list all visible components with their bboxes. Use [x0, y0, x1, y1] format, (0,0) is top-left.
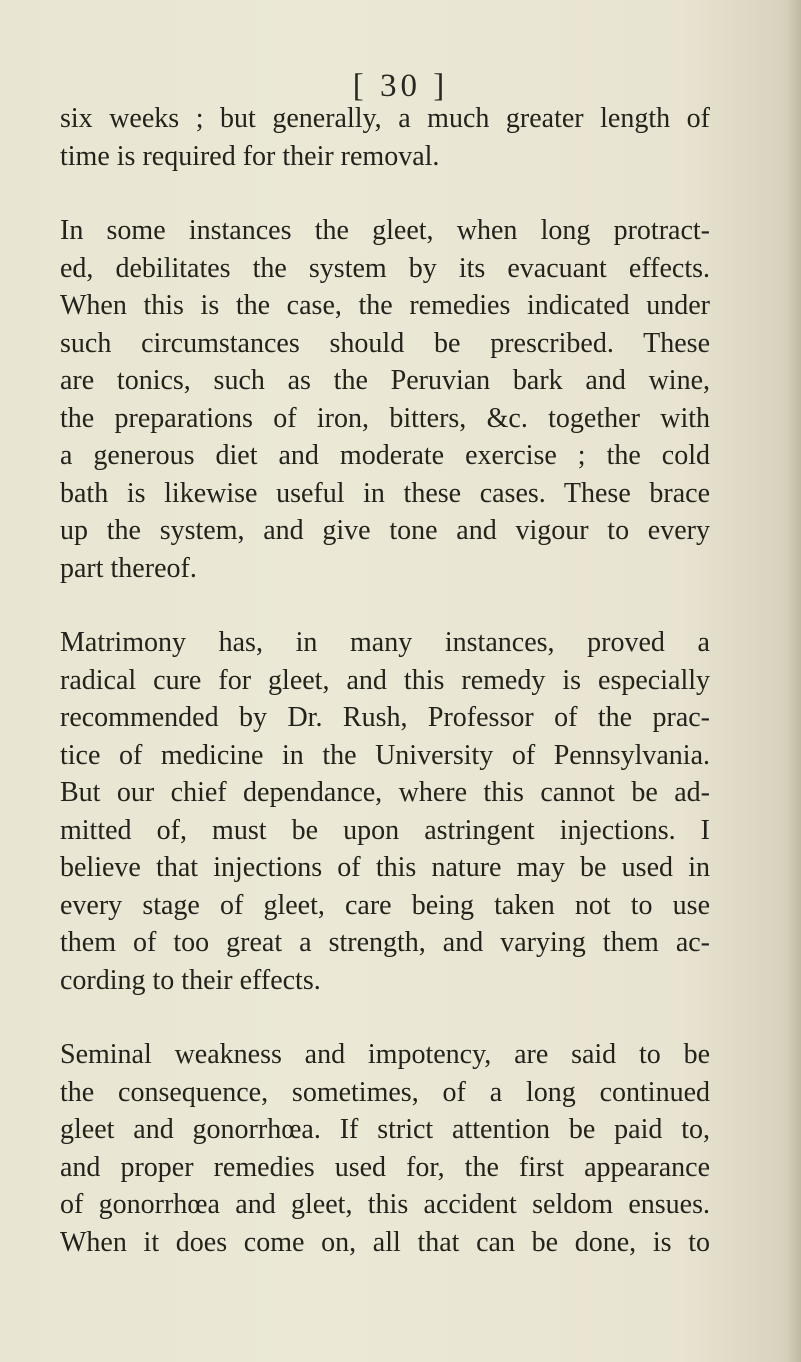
text-line: six weeks ; but generally, a much greater length of [60, 103, 710, 134]
text-line: every stage of gleet, care being taken not to use [60, 889, 710, 921]
text-line: Matrimony has, in many instances, proved a [60, 627, 710, 658]
body-text [60, 100, 710, 1298]
text-line: believe that injections of this nature may be used in [60, 852, 710, 883]
page-number: [ 30 ] [352, 68, 449, 104]
text-line: In some instances the gleet, when long protract- [60, 215, 710, 246]
text-line: When it does come on, all that can be done, is to [60, 1226, 710, 1258]
text-line: Seminal weakness and impotency, are said to be [60, 1039, 710, 1070]
text-line: the consequence, sometimes, of a long continued [60, 1076, 710, 1108]
text-line: them of too great a strength, and varying them ac- [60, 927, 710, 958]
text-line: cording to their effects. [60, 964, 321, 996]
text-line: part thereof. [60, 552, 197, 584]
text-line: and proper remedies used for, the first appearance [60, 1151, 710, 1183]
text-line: such circumstances should be prescribed. These [60, 327, 710, 359]
text-line: But our chief dependance, where this cannot be ad- [60, 777, 710, 808]
text-line: time is required for their removal. [60, 140, 440, 172]
text-line: mitted of, must be upon astringent injections. I [60, 814, 710, 846]
text-line: the preparations of iron, bitters, &c. together with [60, 402, 710, 434]
text-line: tice of medicine in the University of Pennsylvania. [60, 739, 710, 771]
text-line: recommended by Dr. Rush, Professor of the prac- [60, 702, 710, 733]
paragraph-3 [60, 624, 710, 999]
text-line: radical cure for gleet, and this remedy is especially [60, 664, 710, 696]
text-line: When this is the case, the remedies indicated under [60, 290, 710, 321]
text-line: are tonics, such as the Peruvian bark and wine, [60, 365, 710, 396]
text-line: a generous diet and moderate exercise ; the cold [60, 440, 710, 471]
paragraph-2 [60, 212, 710, 587]
text-line: of gonorrhœa and gleet, this accident seldom ensues. [60, 1189, 710, 1220]
text-line: gleet and gonorrhœa. If strict attention be paid to, [60, 1114, 710, 1145]
paragraph-4 [60, 1036, 710, 1261]
text-line: bath is likewise useful in these cases. These brace [60, 477, 710, 509]
paragraph-1 [60, 100, 710, 175]
text-line: ed, debilitates the system by its evacuant effects. [60, 252, 710, 284]
text-line: up the system, and give tone and vigour to every [60, 515, 710, 546]
page-edge-shadow [787, 0, 801, 1362]
